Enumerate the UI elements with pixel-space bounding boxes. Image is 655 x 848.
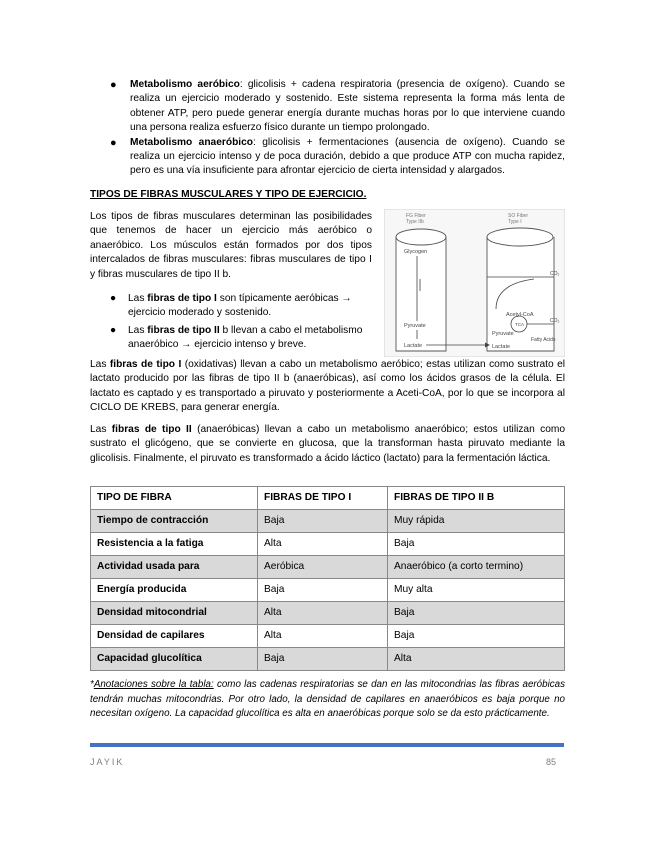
co2-label: CO₂ <box>550 318 560 324</box>
table-cell: Actividad usada para <box>91 556 258 579</box>
bullet-text: : glicolisis + cadena respiratoria (presencia de oxígeno). Cuando se realiza un ejercicio moderado y sostenido. Este sistema representa la forma más lenta de obtener ATP, pero puede generar energía durante muchas horas por lo que interviene cuando una persona realiza esfuerzo físico durante un tiempo prolongado. <box>130 79 565 134</box>
table-cell: Aeróbica <box>258 556 388 579</box>
left-cylinder-top <box>396 229 446 245</box>
para-term: fibras de tipo II <box>111 424 192 435</box>
table-cell: Resistencia a la fatiga <box>91 533 258 556</box>
para-text: (anaeróbicas) llevan a cabo un metabolismo anaeróbico; estos utilizan como sustrato el glicógeno, que se convierte en glucosa, que la transforman hasta piruvato mediante la glicolisis. Finalmente, el piruvato es transformado a ácido láctico (lactato) para la fermentación láctica. <box>90 424 566 464</box>
para-pre: Las <box>90 359 110 370</box>
table-cell: Densidad mitocondrial <box>91 602 258 625</box>
sub-bullet-text: b llevan a cabo el metabolismo anaeróbico → ejercicio intenso y breve. <box>128 324 363 351</box>
note-label: Anotaciones sobre la tabla: <box>93 679 214 690</box>
para-term: fibras de tipo I <box>109 359 182 370</box>
bullet-term: Metabolismo anaeróbico <box>130 136 254 148</box>
table-cell: Alta <box>258 602 388 625</box>
intro-paragraph: Los tipos de fibras musculares determinan las posibilidades que tenemos de hacer un ejercicio más aeróbico o anaeróbico. Los músculos están formados por dos tipos intercalados de fibras musculares: fibras musculares de tipo I y fibras musculares de tipo II b. <box>90 211 372 280</box>
table-cell: Anaeróbico (a corto termino) <box>388 556 565 579</box>
tca-label: TCA <box>515 322 524 327</box>
fiber-type-i-item <box>108 292 374 321</box>
bullet-term: Metabolismo aeróbico <box>130 79 240 90</box>
left-lactate-label: Lactate <box>404 343 423 349</box>
bullet-dot: ● <box>110 79 117 91</box>
fiber-type-list <box>108 292 374 356</box>
bullet-text: : glicolisis + fermentaciones (ausencia de oxígeno). Cuando se realiza un ejercicio intenso y de poca duración, debido a que produce ATP con mucha rapidez, pero es una vía insuficiente para afrontar ejercicio de cierta intensidad y alargados. <box>130 136 565 177</box>
sub-bullet-text: son típicamente aeróbicas → ejercicio moderado y sostenido. <box>128 293 352 319</box>
footer-author: JAYIK <box>90 757 125 767</box>
bullet-anaerobic <box>108 136 565 179</box>
table-cell: Alta <box>258 533 388 556</box>
page-number: 85 <box>546 757 557 767</box>
right-cylinder-top <box>487 228 553 246</box>
table-cell: Muy rápida <box>388 510 565 533</box>
note-star: * <box>90 679 94 690</box>
bullet-dot: ● <box>110 324 117 336</box>
table-cell: Baja <box>258 510 388 533</box>
sub-bullet-pre: Las <box>128 324 148 336</box>
fiber-type-ii-item <box>108 324 374 353</box>
para-pre: Las <box>90 424 112 435</box>
table-row <box>91 510 565 533</box>
sub-bullet-term: fibras de tipo II <box>147 324 220 336</box>
section-title: TIPOS DE FIBRAS MUSCULARES Y TIPO DE EJERCICIO. <box>90 189 367 200</box>
table-cell: Baja <box>388 533 565 556</box>
note-text: como las cadenas respiratorias se dan en las mitocondrias las fibras aeróbicas tendrán muchas mitocondrias. Por otro lado, la densidad de capilares en anaeróbicos es baja porque no necesitan oxígeno. La capacidad glucolítica es alta en anaeróbicas porque solo se da esto prácticamente. <box>90 679 565 720</box>
table-cell: Capacidad glucolítica <box>91 648 258 671</box>
sub-bullet-term: fibras de tipo I <box>147 293 217 304</box>
para-text: (oxidativas) llevan a cabo un metabolismo aeróbico; estas utilizan como sustrato el lactato producido por las fibras de tipo II b (anaeróbicas), así como los ácidos grasos de la célula. El lactato es captado y es transportado a piruvato y posteriormente a Aceti-CoA, por lo que se incorpora al CICLO DE KREBS, para generar energía. <box>90 359 566 414</box>
paragraph-type-ii <box>90 423 565 466</box>
glycogen-label: Glycogen <box>404 249 428 255</box>
left-fiber-title: FG Fiber <box>406 213 426 219</box>
table-cell: Baja <box>388 602 565 625</box>
table-cell: Baja <box>258 579 388 602</box>
table-cell: Densidad de capilares <box>91 625 258 648</box>
right-fiber-subtitle: Type I <box>508 219 522 225</box>
table-cell: Baja <box>388 625 565 648</box>
fiber-comparison-table <box>90 486 565 671</box>
metabolism-bullet-list <box>108 78 565 179</box>
table-row <box>91 602 565 625</box>
table-header: FIBRAS DE TIPO II B <box>388 487 565 510</box>
paragraph-type-i <box>90 358 565 416</box>
right-pyruvate-label: Pyruvate <box>492 331 514 337</box>
fatty-acids-label: Fatty Acids <box>531 337 556 343</box>
table-header-row <box>91 487 565 510</box>
footer-bar <box>90 743 564 747</box>
table-cell: Tiempo de contracción <box>91 510 258 533</box>
table-row <box>91 579 565 602</box>
bullet-aerobic <box>108 78 565 136</box>
table-row <box>91 556 565 579</box>
table-cell: Alta <box>388 648 565 671</box>
table-cell: Alta <box>258 625 388 648</box>
left-fiber-subtitle: Type IIb <box>406 219 424 225</box>
right-fiber-title: SO Fiber <box>508 213 529 219</box>
left-pyruvate-label: Pyruvate <box>404 323 426 329</box>
co2-top-label: CO₂ <box>550 271 560 277</box>
table-row <box>91 648 565 671</box>
table-cell: Baja <box>258 648 388 671</box>
table-header: FIBRAS DE TIPO I <box>258 487 388 510</box>
table-row <box>91 533 565 556</box>
table-header: TIPO DE FIBRA <box>91 487 258 510</box>
table-row <box>91 625 565 648</box>
bullet-dot: ● <box>110 136 117 149</box>
table-note <box>90 678 565 722</box>
right-lactate-label: Lactate <box>492 344 511 350</box>
table-cell: Muy alta <box>388 579 565 602</box>
sub-bullet-pre: Las <box>128 293 148 304</box>
fiber-metabolism-figure <box>384 209 565 357</box>
bullet-dot: ● <box>110 293 117 304</box>
acetyl-coa-label: Acetyl-CoA <box>506 312 534 318</box>
table-cell: Energía producida <box>91 579 258 602</box>
